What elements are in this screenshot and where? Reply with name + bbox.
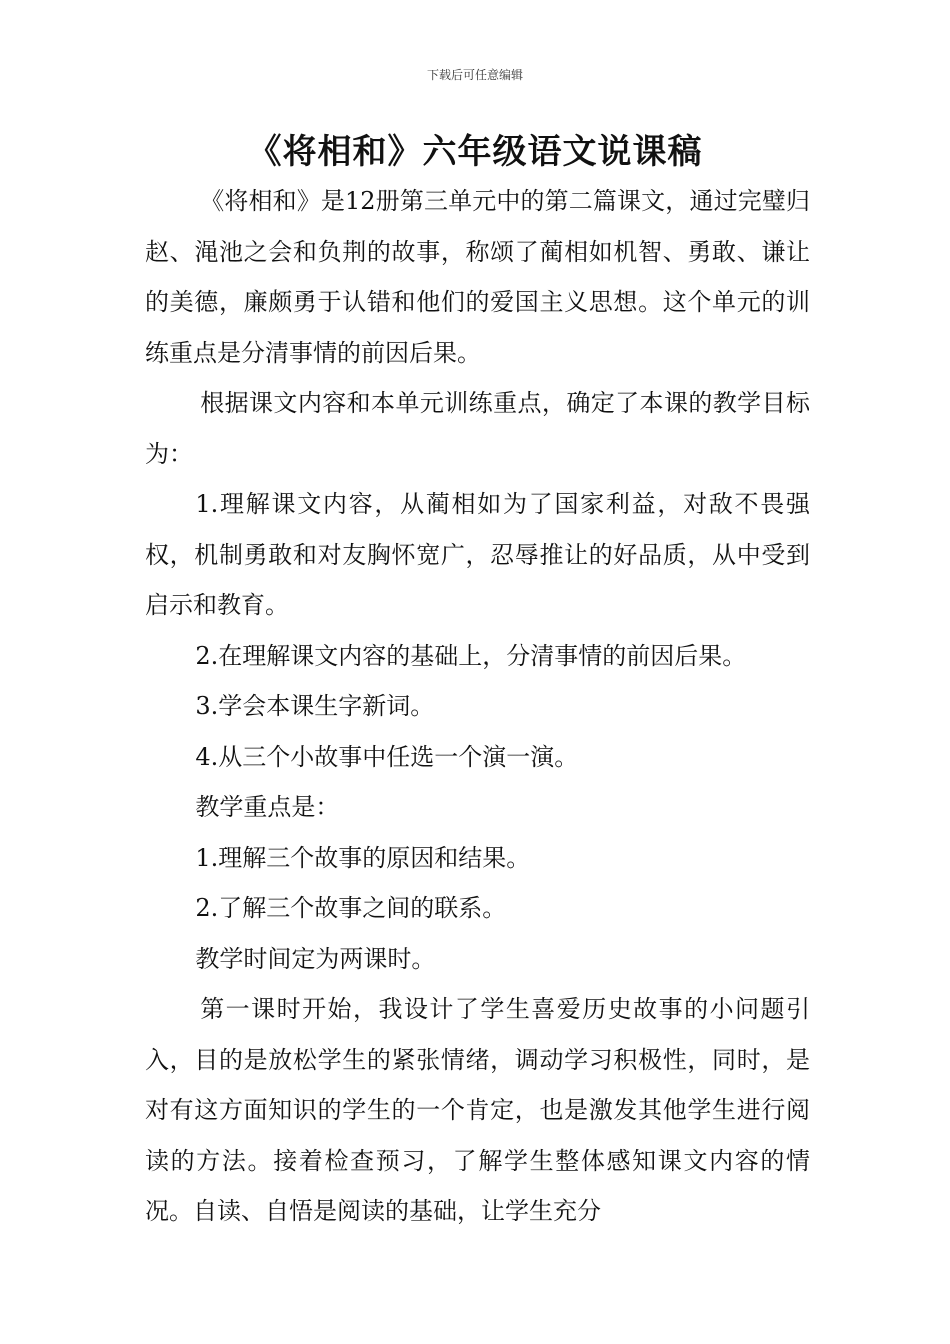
document-title: 《将相和》六年级语文说课稿 [247, 132, 703, 172]
teaching-time: 教学时间定为两课时。 [195, 944, 436, 973]
paragraph-intro: 《将相和》是12册第三单元中的第二篇课文，通过完璧归赵、渑池之会和负荆的故事，称颂了蔺相如机智、勇敢、谦让的美德，廉颇勇于认错和他们的爱国主义思想。这个单元的训练重点是分清事情的前因后果。 [145, 187, 810, 367]
objective-item-3: 3.学会本课生字新词。 [195, 692, 435, 720]
objective-item-2: 2.在理解课文内容的基础上，分清事情的前因后果。 [195, 641, 747, 670]
header-note: 下载后可任意编辑 [426, 68, 523, 82]
key-point-item-2: 2.了解三个故事之间的联系。 [195, 894, 507, 922]
key-point-item-1: 1.理解三个故事的原因和结果。 [195, 843, 531, 872]
paragraph-first-lesson: 第一课时开始，我设计了学生喜爱历史故事的小问题引入，目的是放松学生的紧张情绪，调动学习积极性，同时，是对有这方面知识的学生的一个肯定，也是激发其他学生进行阅读的方法。接着检查预习，了解学生整体感知课文内容的情况。自读、自悟是阅读的基础，让学生充分 [145, 995, 810, 1225]
paragraph-objectives-intro: 根据课文内容和本单元训练重点，确定了本课的教学目标为： [145, 389, 810, 468]
objective-item-1: 1.理解课文内容，从蔺相如为了国家利益，对敌不畏强权，机制勇敢和对友胸怀宽广，忍辱推让的好品质，从中受到启示和教育。 [145, 490, 810, 619]
objective-item-4: 4.从三个小故事中任选一个演一演。 [195, 742, 579, 771]
document-body [145, 176, 810, 1237]
key-points-heading: 教学重点是： [195, 793, 340, 821]
